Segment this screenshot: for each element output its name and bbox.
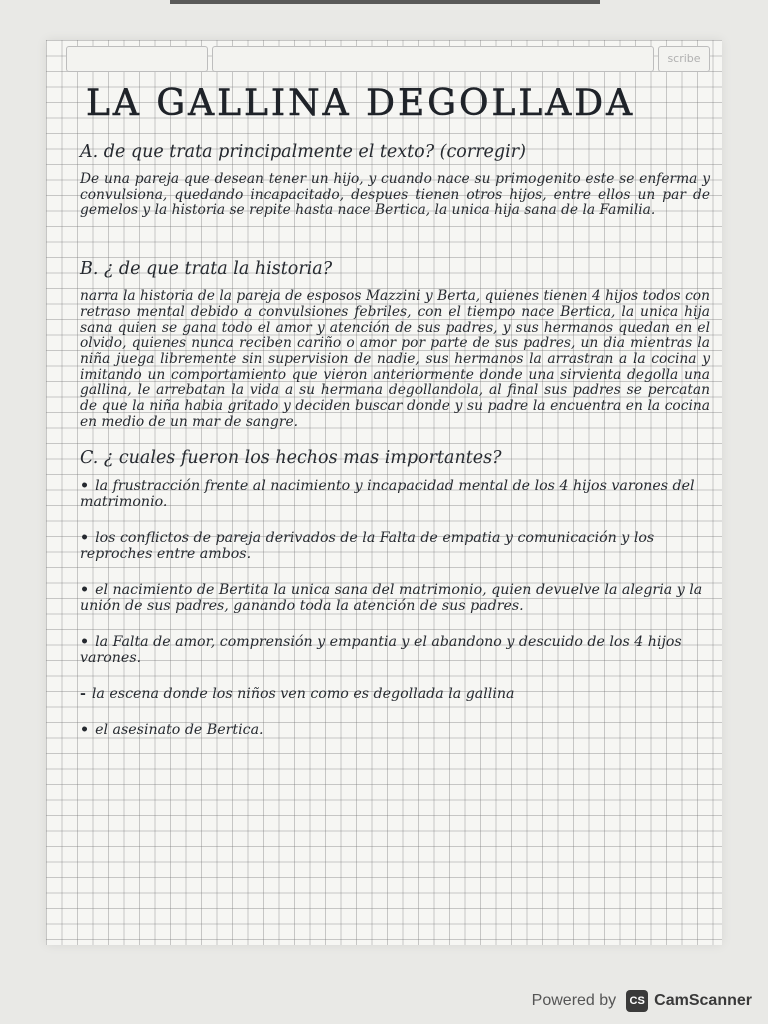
list-item xyxy=(80,686,710,702)
header-field-middle xyxy=(212,46,654,72)
bullet-icon: • xyxy=(80,478,90,495)
answer-a: De una pareja que desean tener un hijo, y cuando nace su primogenito este se enferma y convulsiona, quedando incapacitado, despues tienen otros hijos, entre ellos un par de gemelos y la historia se repite hasta nace Bertica, la unica hija sana de la Familia. xyxy=(80,171,710,219)
list-item xyxy=(80,530,710,562)
camscanner-name: CamScanner xyxy=(654,992,752,1009)
camscanner-logo-icon: CS xyxy=(626,990,648,1012)
list-item-text: el asesinato de Bertica. xyxy=(95,722,264,739)
important-events-list xyxy=(80,478,710,738)
question-b: B. ¿ de que trata la historia? xyxy=(80,259,333,280)
answer-b: narra la historia de la pareja de esposos Mazzini y Berta, quienes tienen 4 hijos todos con retraso mental debido a convulsiones febriles, con el tiempo nace Bertica, la unica hija sana quien se gana todo el amor y atención de sus padres, y sus hermanos quedan en el olvido, quienes nunca reciben cariño o amor por parte de sus padres, un dia mientras la niña juega libremente sin supervision de nadie, sus hermanos la arrastran a la cocina y imitando un comportamiento que vieron anteriormente donde una sirvienta degolla una gallina, le arrebatan la vida a su hermana degollandola, al final sus padres se percatan de que la niña habia gritado y deciden buscar donde y su padre la encuentra en la cocina en medio de un mar de sangre. xyxy=(80,288,710,430)
question-a: A. de que trata principalmente el texto? (corregir) xyxy=(80,142,526,162)
list-item xyxy=(80,582,710,614)
list-item xyxy=(80,722,710,738)
document-title: LA GALLINA DEGOLLADA xyxy=(86,83,636,124)
header-scribe-label: scribe xyxy=(658,46,710,72)
bullet-icon: • xyxy=(80,634,90,651)
bullet-icon: • xyxy=(80,530,90,547)
powered-by-text: Powered by xyxy=(531,992,617,1009)
bullet-icon: - xyxy=(80,686,86,703)
notebook-top-edge xyxy=(170,0,600,4)
handwritten-content xyxy=(80,78,710,758)
list-item-text: el nacimiento de Bertita la unica sana del matrimonio, quien devuelve la alegria y la unión de sus padres, ganando toda la atención de sus padres. xyxy=(80,582,703,615)
bullet-icon: • xyxy=(80,582,90,599)
list-item-text: la escena donde los niños ven como es degollada la gallina xyxy=(91,686,515,703)
list-item-text: la frustracción frente al nacimiento y incapacidad mental de los 4 hijos varones del matrimonio. xyxy=(80,478,695,511)
bullet-icon: • xyxy=(80,722,90,739)
question-c: C. ¿ cuales fueron los hechos mas importantes? xyxy=(80,448,502,469)
camscanner-watermark xyxy=(532,986,752,1016)
list-item xyxy=(80,478,710,510)
list-item xyxy=(80,634,710,666)
header-field-left xyxy=(66,46,208,72)
list-item-text: los conflictos de pareja derivados de la Falta de empatia y comunicación y los reproches entre ambos. xyxy=(80,530,655,563)
list-item-text: la Falta de amor, comprensión y empantia y el abandono y descuido de los 4 hijos varones. xyxy=(80,634,682,667)
